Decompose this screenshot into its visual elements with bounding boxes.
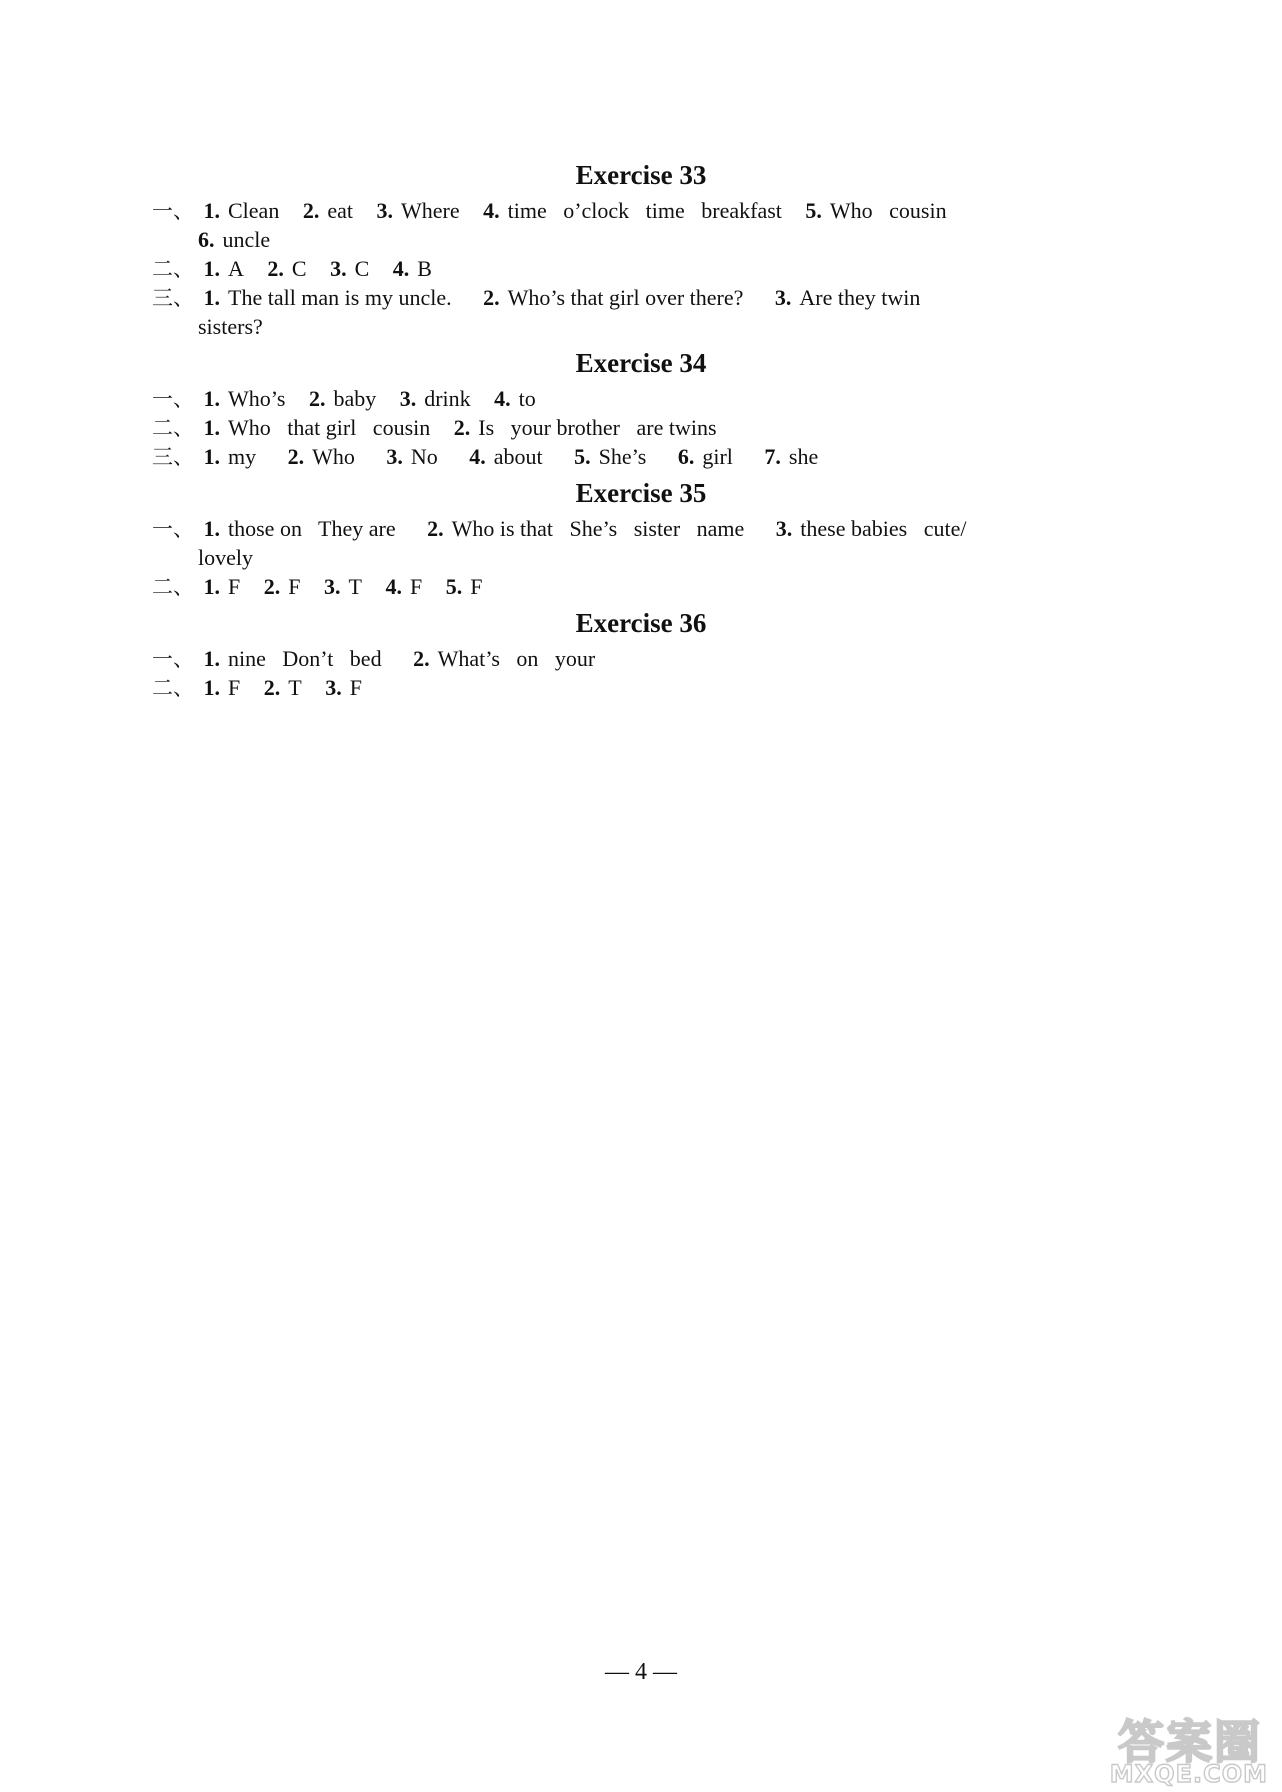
ex34-part2-line (152, 414, 1132, 442)
answer-text: lovely (198, 545, 253, 570)
section-marker: 一、 (152, 517, 194, 541)
item-number: 2. (308, 386, 326, 411)
ex33-part1-line (152, 197, 1132, 225)
answer-text: Who’s (228, 386, 286, 411)
section-marker: 二、 (152, 575, 194, 599)
answer-text: F (470, 574, 483, 599)
item-number: 4. (392, 256, 410, 281)
ex35-part1-continuation (198, 544, 1178, 572)
item-number: 5. (445, 574, 463, 599)
answer-text: She’s (598, 444, 647, 469)
item-number: 3. (774, 285, 792, 310)
answer-text: Who is that She’s sister name (451, 516, 745, 541)
ex34-part3-line (152, 443, 1132, 471)
item-number: 2. (267, 256, 284, 281)
answer-text: Who’s that girl over there? (507, 285, 744, 310)
item-number: 1. (203, 574, 220, 599)
ex35-part2-line (152, 573, 1132, 601)
item-number: 3. (386, 444, 403, 469)
item-number: 6. (677, 444, 695, 469)
answer-text: A (228, 256, 244, 281)
answer-text: sisters? (198, 314, 263, 339)
item-number: 3. (324, 574, 341, 599)
answer-text: F (409, 574, 423, 599)
section-marker: 一、 (152, 387, 194, 411)
answer-text: my (228, 444, 257, 469)
item-number: 1. (203, 285, 220, 310)
ex33-part3-continuation (198, 313, 1178, 341)
answer-text: girl (702, 444, 733, 469)
answer-text: Is your brother are twins (478, 415, 717, 440)
answer-text: F (228, 675, 241, 700)
item-number: 1. (203, 444, 220, 469)
item-number: 1. (203, 675, 220, 700)
item-number: 5. (574, 444, 591, 469)
section-marker: 三、 (152, 445, 194, 469)
item-number: 3. (325, 675, 342, 700)
answer-text: baby (333, 386, 377, 411)
answer-text: to (518, 386, 536, 411)
answer-text: B (417, 256, 432, 281)
item-number: 5. (805, 198, 822, 223)
answer-text: nine Don’t bed (228, 646, 382, 671)
item-number: 3. (399, 386, 417, 411)
item-number: 6. (198, 227, 215, 252)
answer-text: C (291, 256, 307, 281)
item-number: 1. (203, 516, 220, 541)
answer-text: Who (312, 444, 355, 469)
ex35-part1-line (152, 515, 1132, 543)
item-number: 2. (263, 675, 281, 700)
answer-text: F (228, 574, 241, 599)
ex33-part3-line (152, 284, 1132, 312)
item-number: 1. (203, 256, 220, 281)
item-number: 1. (203, 386, 220, 411)
watermark-logo: 答案圈 (1118, 1715, 1262, 1769)
item-number: 2. (413, 646, 430, 671)
answer-text: T (348, 574, 362, 599)
watermark-url: MXQE.COM (1109, 1760, 1268, 1788)
item-number: 4. (469, 444, 486, 469)
page-number: — 4 — (605, 1659, 677, 1685)
exercise-35-title: Exercise 35 (575, 478, 707, 508)
answer-text: Who cousin (829, 198, 947, 223)
answer-text: C (354, 256, 370, 281)
answer-text: The tall man is my uncle. (228, 285, 452, 310)
item-number: 7. (764, 444, 781, 469)
item-number: 3. (330, 256, 347, 281)
answer-text: eat (327, 198, 353, 223)
section-marker: 二、 (152, 257, 194, 281)
item-number: 2. (287, 444, 305, 469)
item-number: 2. (427, 516, 444, 541)
answer-text: about (493, 444, 543, 469)
ex34-part1-line (152, 385, 1132, 413)
answer-text: Clean (228, 198, 280, 223)
answer-text: these babies cute/ (800, 516, 967, 541)
exercise-34-title: Exercise 34 (575, 348, 707, 378)
answer-text: Are they twin (799, 285, 921, 310)
ex36-part2-line (152, 674, 1132, 702)
item-number: 1. (203, 646, 220, 671)
section-marker: 三、 (152, 286, 194, 310)
item-number: 2. (263, 574, 281, 599)
answer-text: she (788, 444, 819, 469)
item-number: 2. (483, 285, 500, 310)
answer-text: time o’clock time breakfast (507, 198, 782, 223)
item-number: 4. (483, 198, 500, 223)
section-marker: 一、 (152, 199, 194, 223)
section-marker: 一、 (152, 647, 194, 671)
section-marker: 二、 (152, 676, 194, 700)
answer-text: F (349, 675, 362, 700)
ex36-part1-line (152, 645, 1132, 673)
exercise-33-title: Exercise 33 (575, 160, 707, 190)
answer-text: Who that girl cousin (228, 415, 431, 440)
item-number: 2. (302, 198, 320, 223)
answer-text: No (410, 444, 438, 469)
item-number: 3. (775, 516, 793, 541)
answer-text: uncle (222, 227, 271, 252)
answer-text: What’s on your (437, 646, 596, 671)
item-number: 3. (376, 198, 393, 223)
exercise-36-title: Exercise 36 (575, 608, 707, 638)
item-number: 1. (203, 198, 220, 223)
answer-text: drink (424, 386, 471, 411)
item-number: 4. (494, 386, 511, 411)
item-number: 2. (453, 415, 471, 440)
answer-text: Where (400, 198, 460, 223)
answer-text: T (288, 675, 302, 700)
ex33-part1-continuation (198, 226, 1178, 254)
item-number: 4. (385, 574, 402, 599)
watermark (1094, 1706, 1274, 1792)
section-marker: 二、 (152, 416, 194, 440)
answer-text: those on They are (228, 516, 396, 541)
item-number: 1. (203, 415, 220, 440)
ex33-part2-line (152, 255, 1132, 283)
answer-text: F (288, 574, 301, 599)
